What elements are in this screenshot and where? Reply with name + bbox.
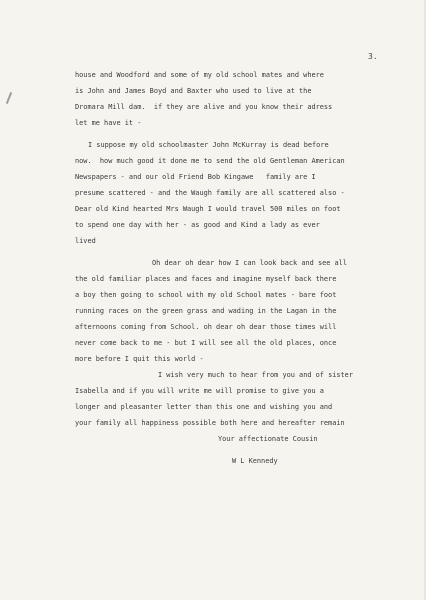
letter-line: your family all happiness possible both here and hereafter remain <box>75 419 345 427</box>
letter-line: is John and James Boyd and Baxter who used to live at the <box>75 87 312 95</box>
letter-line: let me have it - <box>75 119 142 127</box>
letter-line: Isabella and if you will write me will promise to give you a <box>75 387 324 395</box>
signature-line: W L Kennedy <box>232 457 278 465</box>
letter-line: afternoons coming from School. oh dear oh dear those times will <box>75 323 337 331</box>
letter-line: I wish very much to hear from you and of sister <box>158 371 353 379</box>
closing-line: Your affectionate Cousin <box>218 435 318 443</box>
letter-line: a boy then going to school with my old School mates - bare foot <box>75 291 337 299</box>
letter-line: Dear old Kind hearted Mrs Waugh I would travel 500 miles on foot <box>75 205 341 213</box>
letter-line: never come back to me - but I will see all the old places, once <box>75 339 337 347</box>
letter-line: presume scattered - and the Waugh family are all scattered also - <box>75 189 345 197</box>
letter-line: Oh dear oh dear how I can look back and see all <box>152 259 347 267</box>
letter-line: to spend one day with her - as good and Kind a lady as ever <box>75 221 320 229</box>
letter-line: longer and pleasanter letter than this one and wishing you and <box>75 403 333 411</box>
page-number: 3. <box>368 52 378 61</box>
letter-line: house and Woodford and some of my old school mates and where <box>75 71 324 79</box>
letter-line: now. how much good it done me to send the old Gentleman American <box>75 157 345 165</box>
letter-line: Dromara Mill dam. if they are alive and you know their adress <box>75 103 333 111</box>
letter-line: more before I quit this world - <box>75 355 204 363</box>
letter-line: running races on the green grass and wading in the Lagan in the <box>75 307 337 315</box>
letter-line: lived <box>75 237 96 245</box>
margin-pen-mark <box>6 92 12 104</box>
letter-line: the old familiar places and faces and imagine myself back there <box>75 275 337 283</box>
letter-line: I suppose my old schoolmaster John McKurray is dead before <box>88 141 329 149</box>
letter-line: Newspapers - and our old Friend Bob Kingawe family are I <box>75 173 316 181</box>
